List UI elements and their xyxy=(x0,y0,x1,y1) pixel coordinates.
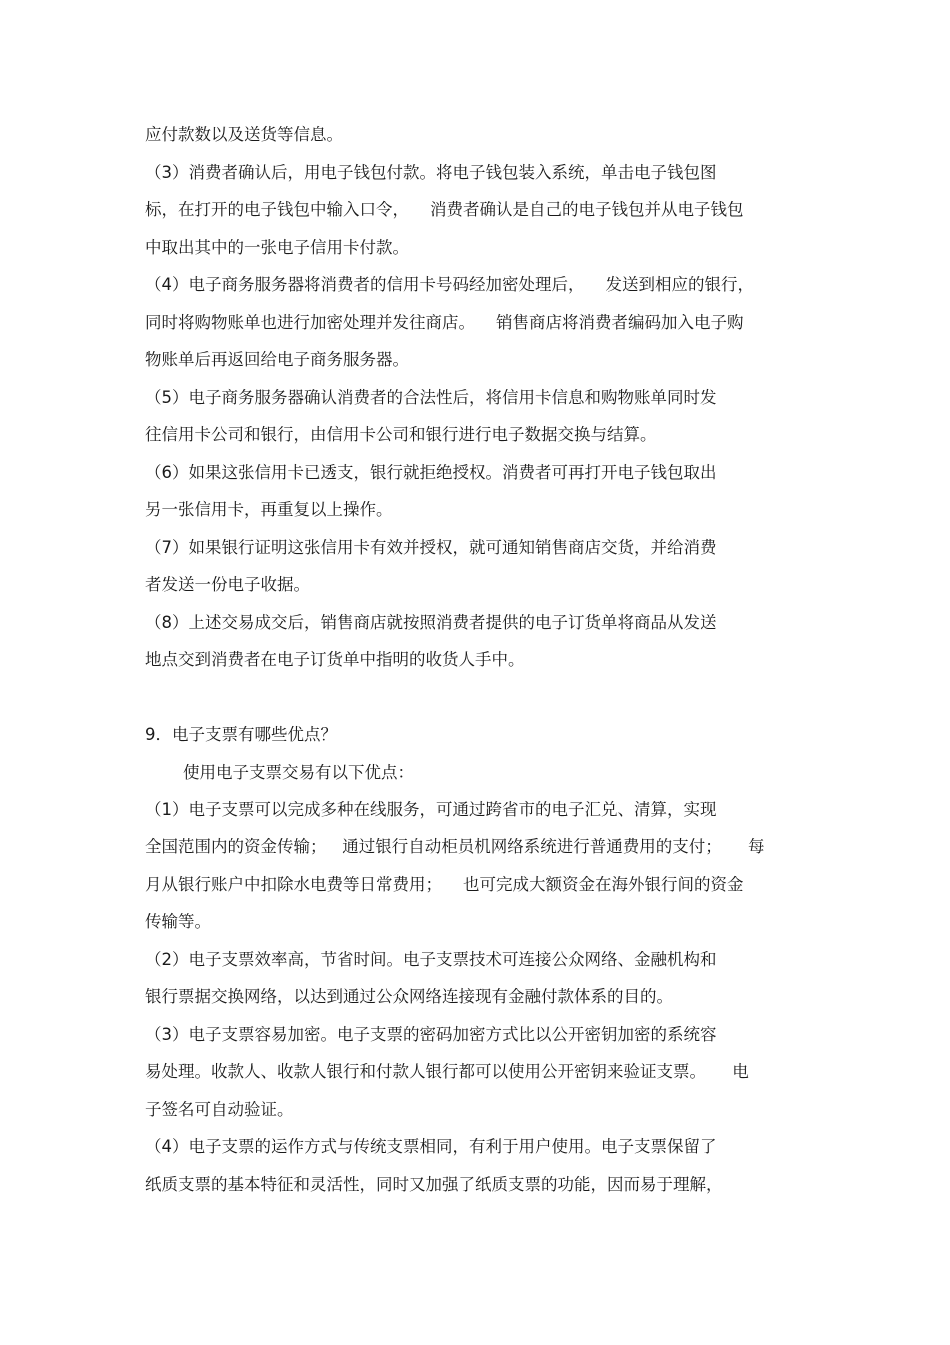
text-line: 纸质支票的基本特征和灵活性，同时又加强了纸质支票的功能，因而易于理解， xyxy=(145,1175,723,1194)
text-line: （2）电子支票效率高，节省时间。电子支票技术可连接公众网络、金融机构和 xyxy=(145,950,717,969)
text-line: 应付款数以及送货等信息。 xyxy=(145,125,343,144)
answer-intro: 使用电子支票交易有以下优点： xyxy=(183,763,414,782)
text-line: 往信用卡公司和银行，由信用卡公司和银行进行电子数据交换与结算。 xyxy=(145,425,657,444)
text-line: 中取出其中的一张电子信用卡付款。 xyxy=(145,238,409,257)
text-line: 易处理。收款人、收款人银行和付款人银行都可以使用公开密钥来验证支票。 电 xyxy=(145,1062,749,1081)
question-heading: 9．电子支票有哪些优点？ xyxy=(145,725,337,744)
text-line: （8）上述交易成交后，销售商店就按照消费者提供的电子订货单将商品从发送 xyxy=(145,613,717,632)
text-line: 另一张信用卡，再重复以上操作。 xyxy=(145,500,393,519)
text-line: 标，在打开的电子钱包中输入口令， 消费者确认是自己的电子钱包并从电子钱包 xyxy=(145,200,744,219)
text-line: 地点交到消费者在电子订货单中指明的收货人手中。 xyxy=(145,650,525,669)
text-line: 子签名可自动验证。 xyxy=(145,1100,294,1119)
text-line: 银行票据交换网络，以达到通过公众网络连接现有金融付款体系的目的。 xyxy=(145,987,673,1006)
text-line: 月从银行账户中扣除水电费等日常费用； 也可完成大额资金在海外银行间的资金 xyxy=(145,875,744,894)
text-line: 者发送一份电子收据。 xyxy=(145,575,310,594)
text-line: 传输等。 xyxy=(145,912,211,931)
text-line: （7）如果银行证明这张信用卡有效并授权，就可通知销售商店交货，并给消费 xyxy=(145,538,717,557)
text-line: 物账单后再返回给电子商务服务器。 xyxy=(145,350,409,369)
text-line: 同时将购物账单也进行加密处理并发往商店。 销售商店将消费者编码加入电子购 xyxy=(145,313,744,332)
text-line: （5）电子商务服务器确认消费者的合法性后，将信用卡信息和购物账单同时发 xyxy=(145,388,717,407)
text-line: （3）消费者确认后，用电子钱包付款。将电子钱包装入系统，单击电子钱包图 xyxy=(145,163,717,182)
text-line: 全国范围内的资金传输； 通过银行自动柜员机网络系统进行普通费用的支付； 每 xyxy=(145,837,765,856)
text-line: （4）电子支票的运作方式与传统支票相同，有利于用户使用。电子支票保留了 xyxy=(145,1137,717,1156)
text-line: （6）如果这张信用卡已透支，银行就拒绝授权。消费者可再打开电子钱包取出 xyxy=(145,463,717,482)
text-line: （1）电子支票可以完成多种在线服务，可通过跨省市的电子汇兑、清算，实现 xyxy=(145,800,717,819)
text-line: （3）电子支票容易加密。电子支票的密码加密方式比以公开密钥加密的系统容 xyxy=(145,1025,717,1044)
text-line: （4）电子商务服务器将消费者的信用卡号码经加密处理后， 发送到相应的银行， xyxy=(145,275,754,294)
